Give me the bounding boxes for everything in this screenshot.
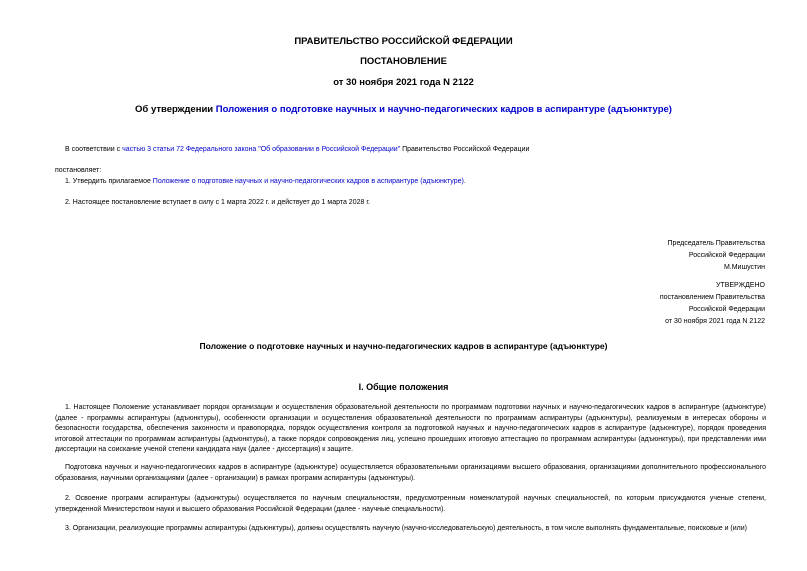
government-name: ПРАВИТЕЛЬСТВО РОССИЙСКОЙ ФЕДЕРАЦИИ bbox=[294, 36, 513, 47]
approval-line-1: УТВЕРЖДЕНО bbox=[715, 282, 765, 289]
regulation-link[interactable]: Положение о подготовке научных и научно-педагогических кадров в аспирантуре (адъюнктуре) bbox=[152, 178, 464, 185]
signature-block bbox=[668, 238, 765, 274]
law-link[interactable]: частью 3 статьи 72 Федерального закона "Об образовании в Российской Федерации" bbox=[122, 146, 401, 153]
item-2: 2. Настоящее постановление вступает в силу с 1 марта 2022 г. и действует до 1 марта 2028 г. bbox=[65, 199, 370, 206]
approval-line-3: Российской Федерации bbox=[688, 306, 765, 313]
preamble bbox=[65, 145, 529, 155]
signature-line-2: Российской Федерации bbox=[688, 252, 765, 259]
resolves-text: постановляет: bbox=[55, 167, 102, 174]
document-title bbox=[0, 104, 807, 115]
section-heading: I. Общие положения bbox=[358, 382, 449, 392]
title-prefix: Об утверждении bbox=[135, 104, 216, 115]
signature-line-1: Председатель Правительства bbox=[667, 240, 765, 247]
paragraph-4: 3. Организации, реализующие программы аспирантуры (адъюнктуры), должны осуществлять научную (научно-исследовательскую) деятельность, в том числе выполнять фундаментальные, поисковые и (или) bbox=[65, 525, 747, 532]
item-1 bbox=[65, 177, 466, 187]
paragraph-3: 2. Освоение программ аспирантуры (адъюнктуры) осуществляется по научным специальностям, предусмотренным номенклатурой научных специальностей, по которым присуждаются ученые степени, утвержденной Министерством науки и высшего образования Российской Федерации (далее - научные специальности). bbox=[55, 495, 766, 513]
paragraph-2: Подготовка научных и научно-педагогических кадров в аспирантуре (адъюнктуре) осуществляется образовательными организациями высшего образования, организациями дополнительного профессионального образования, научными организациями (далее - организации) в рамках программ аспирантуры (адъюнктуры). bbox=[55, 464, 766, 482]
document-type: ПОСТАНОВЛЕНИЕ bbox=[360, 56, 447, 67]
approval-block bbox=[660, 280, 765, 328]
signature-line-3: М.Мишустин bbox=[723, 264, 765, 271]
paragraph-1: 1. Настоящее Положение устанавливает порядок организации и осуществления образовательной деятельности по программам подготовки научных и научно-педагогических кадров в аспирантуре (адъюнктуре) (далее - программы аспирантуры (адъюнктуры), особенности организации и осуществления образовательной деятельности по программам аспирантуры (адъюнктуры), реализуемым в интересах обороны и безопасности государства, обеспечения законности и правопорядка, порядок осуществления контроля за подготовкой научных и научно-педагогических кадров в аспирантуре (адъюнктуре), порядок проведения итоговой аттестации по программам аспирантуры (адъюнктуры), а также порядок сопровождения лиц, успешно прошедших итоговую аттестацию по программам аспирантуры (адъюнктуры), при представлении ими диссертации на соискание ученой степени кандидата наук (далее - диссертация) к защите. bbox=[55, 404, 766, 454]
regulation-title: Положение о подготовке научных и научно-педагогических кадров в аспирантуре (адъюнктуре) bbox=[199, 341, 608, 351]
title-link[interactable]: Положения о подготовке научных и научно-педагогических кадров в аспирантуре (адъюнктуре) bbox=[215, 104, 672, 115]
approval-line-4: от 30 ноября 2021 года N 2122 bbox=[665, 318, 765, 325]
item1-prefix: 1. Утвердить прилагаемое bbox=[65, 178, 153, 185]
approval-line-2: постановлением Правительства bbox=[659, 294, 765, 301]
item1-suffix: . bbox=[463, 178, 466, 185]
preamble-suffix: Правительство Российской Федерации bbox=[400, 146, 530, 153]
preamble-prefix: В соответствии с bbox=[65, 146, 123, 153]
document-date-number: от 30 ноября 2021 года N 2122 bbox=[333, 77, 474, 88]
